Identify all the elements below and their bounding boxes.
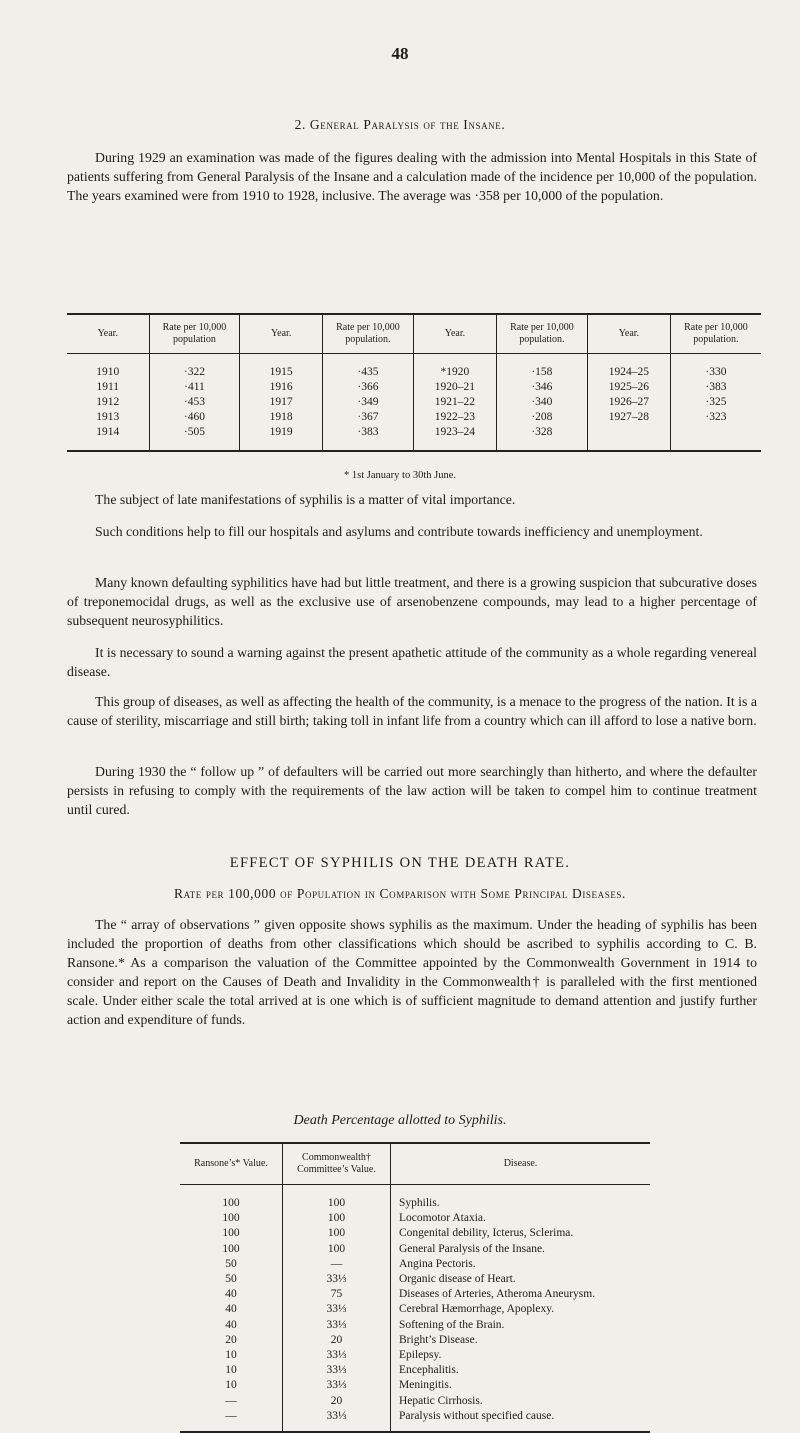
table-cell: Encephalitis.	[391, 1363, 651, 1378]
table-row	[180, 1272, 650, 1287]
header-disease: Disease.	[391, 1143, 651, 1185]
table-cell: 1919	[240, 425, 323, 451]
table-cell: 10	[225, 1379, 237, 1392]
table-cell: ·383	[322, 425, 413, 451]
table-row	[180, 1211, 650, 1226]
table-row	[180, 1318, 650, 1333]
table-cell: 10	[225, 1349, 237, 1362]
table-row	[180, 1333, 650, 1348]
table-cell: Diseases of Arteries, Atheroma Aneurysm.	[391, 1287, 651, 1302]
effect-body-paragraph: The “ array of observations ” given opposite shows syphilis as the maximum. Under the heading of syphilis has been included the proportion of deaths from other classifications which should be ascribed to syphilis according to C. B. Ransone.* As a comparison the valuation of the Committee appointed by the Commonwealth Government in 1914 to consider and report on the Causes of Death and Invalidity in the Commonwealth† is paralleled with the first mentioned scale. Under either scale the total arrived at is one which is of sufficient magnitude to demand attention and justify further action and expenditure of funds.	[67, 917, 757, 1027]
table-cell: Organic disease of Heart.	[391, 1272, 651, 1287]
incidence-table-footnote: * 1st January to 30th June.	[344, 470, 456, 481]
table-row	[67, 395, 761, 410]
table-row	[180, 1302, 650, 1317]
death-percentage-table	[180, 1142, 650, 1433]
subheading-rate-per-100000: Rate per 100,000 of Population in Comparison with Some Principal Diseases.	[173, 886, 627, 901]
table-row	[180, 1185, 650, 1212]
table-cell: ·435	[322, 354, 413, 381]
table-cell: ·208	[496, 410, 587, 425]
table-cell: 33⅓	[283, 1378, 391, 1393]
table-cell	[670, 425, 761, 451]
table-cell: —	[225, 1394, 237, 1407]
table-cell: 1923–24	[413, 425, 496, 451]
section-heading-general-paralysis: 2. General Paralysis of the Insane.	[294, 117, 506, 132]
table-cell: 75	[283, 1287, 391, 1302]
table-cell: 1911	[96, 381, 120, 393]
table-row	[67, 410, 761, 425]
header-commonwealth-value: Commonwealth† Committee’s Value.	[283, 1143, 391, 1185]
table-cell: 1922–23	[413, 410, 496, 425]
table-row	[180, 1287, 650, 1302]
table-cell: 33⅓	[283, 1348, 391, 1363]
table-cell: Paralysis without specified cause.	[391, 1409, 651, 1432]
table-cell: 10	[225, 1364, 237, 1377]
table-cell: ·330	[670, 354, 761, 381]
table-cell: ·322	[149, 354, 240, 381]
table-cell: 100	[222, 1242, 240, 1255]
table-row	[180, 1378, 650, 1393]
body-paragraph: It is necessary to sound a warning against the present apathetic attitude of the community as a whole regarding venereal disease.	[67, 645, 757, 679]
table-cell: 20	[225, 1333, 237, 1346]
table-row	[67, 380, 761, 395]
table-cell: 1910	[96, 366, 120, 378]
body-paragraph: During 1930 the “ follow up ” of defaulters will be carried out more searchingly than hitherto, and where the defaulter persists in refusing to comply with the requirements of the law action will be taken to compel him to continue treatment until cured.	[67, 764, 757, 817]
table-cell: 1920–21	[413, 380, 496, 395]
table-cell: 1916	[240, 380, 323, 395]
table-cell: ·323	[670, 410, 761, 425]
table-cell: —	[180, 1409, 283, 1432]
table-cell: 1918	[240, 410, 323, 425]
table-row	[67, 425, 761, 451]
body-paragraph: This group of diseases, as well as affecting the health of the community, is a menace to the progress of the nation. It is a cause of sterility, miscarriage and still birth; taking toll in infant life from a country which can ill afford to lose a native born.	[67, 694, 757, 728]
table-row	[180, 1394, 650, 1409]
table-cell: 1915	[240, 354, 323, 381]
table-cell: ·367	[322, 410, 413, 425]
table-row	[180, 1409, 650, 1432]
table-cell: Hepatic Cirrhosis.	[391, 1394, 651, 1409]
table-cell: ·340	[496, 395, 587, 410]
table-cell: ·158	[496, 354, 587, 381]
table-row	[180, 1242, 650, 1257]
body-paragraph: Many known defaulting syphilitics have had but little treatment, and there is a growing suspicion that subcurative doses of treponemocidal drugs, as well as the exclusive use of arsenobenzene compounds, may lead to a higher percentage of subsequent neurosyphilitics.	[67, 575, 757, 628]
table-cell: 33⅓	[283, 1363, 391, 1378]
table-cell: General Paralysis of the Insane.	[391, 1242, 651, 1257]
table-cell: 1927–28	[587, 410, 670, 425]
table-cell: 50	[225, 1273, 237, 1286]
table-cell: 33⅓	[283, 1318, 391, 1333]
table-cell: Locomotor Ataxia.	[391, 1211, 651, 1226]
table-cell: 40	[225, 1303, 237, 1316]
table-cell: 1914	[67, 425, 149, 451]
table-cell: 1924–25	[587, 354, 670, 381]
death-table-header	[180, 1143, 650, 1185]
header-year-4: Year.	[587, 314, 670, 354]
table-cell: 100	[283, 1185, 391, 1212]
header-rate-1: Rate per 10,000 population	[149, 314, 240, 354]
page-number: 48	[391, 44, 409, 63]
incidence-table	[67, 313, 761, 452]
table-cell: —	[283, 1257, 391, 1272]
incidence-table-header	[67, 314, 761, 354]
section-heading-effect-of-syphilis: EFFECT OF SYPHILIS ON THE DEATH RATE.	[229, 855, 571, 871]
table-cell: 33⅓	[283, 1409, 391, 1432]
table-cell: 40	[225, 1288, 237, 1301]
table-cell: *1920	[413, 354, 496, 381]
table-cell: 100	[283, 1226, 391, 1241]
table-cell: 20	[283, 1394, 391, 1409]
table-cell: 20	[283, 1333, 391, 1348]
table-cell: 1913	[96, 411, 120, 423]
table-cell: Cerebral Hæmorrhage, Apoplexy.	[391, 1302, 651, 1317]
table-cell: 1912	[96, 396, 120, 408]
table-row	[180, 1348, 650, 1363]
table-cell: Epilepsy.	[391, 1348, 651, 1363]
table-cell: 100	[283, 1242, 391, 1257]
table-cell: 100	[222, 1227, 240, 1240]
table-cell: Bright’s Disease.	[391, 1333, 651, 1348]
header-ransone-value: Ransone’s* Value.	[180, 1143, 283, 1185]
table-cell: Meningitis.	[391, 1378, 651, 1393]
header-rate-4: Rate per 10,000 population.	[670, 314, 761, 354]
table-cell: Syphilis.	[391, 1185, 651, 1212]
table-cell: ·346	[496, 380, 587, 395]
table-cell: 50	[225, 1257, 237, 1270]
table-row	[180, 1363, 650, 1378]
body-paragraph: The subject of late manifestations of syphilis is a matter of vital importance.	[95, 492, 516, 507]
table-cell: ·383	[670, 380, 761, 395]
table-cell: ·328	[496, 425, 587, 451]
table-cell: 1921–22	[413, 395, 496, 410]
death-percentage-caption: Death Percentage allotted to Syphilis.	[293, 1113, 507, 1128]
table-cell: 33⅓	[283, 1272, 391, 1287]
table-cell: 1926–27	[587, 395, 670, 410]
table-row	[180, 1257, 650, 1272]
table-cell: Angina Pectoris.	[391, 1257, 651, 1272]
table-cell: 100	[222, 1197, 240, 1209]
table-cell: ·453	[149, 395, 240, 410]
table-cell: 33⅓	[283, 1302, 391, 1317]
table-cell: 100	[283, 1211, 391, 1226]
table-cell: 40	[225, 1318, 237, 1331]
table-row	[180, 1226, 650, 1241]
table-cell: ·411	[149, 380, 240, 395]
table-cell: 1925–26	[587, 380, 670, 395]
table-cell	[587, 425, 670, 451]
table-cell: Congenital debility, Icterus, Sclerima.	[391, 1226, 651, 1241]
header-year-1: Year.	[67, 314, 149, 354]
table-cell: Softening of the Brain.	[391, 1318, 651, 1333]
intro-paragraph: During 1929 an examination was made of the figures dealing with the admission into Mental Hospitals in this State of patients suffering from General Paralysis of the Insane and a calculation made of the incidence per 10,000 of the population. The years examined were from 1910 to 1928, inclusive. The average was ·358 per 10,000 of the population.	[67, 150, 757, 203]
table-cell: ·349	[322, 395, 413, 410]
table-cell: 100	[222, 1212, 240, 1225]
table-cell: ·366	[322, 380, 413, 395]
table-cell: ·505	[149, 425, 240, 451]
header-rate-3: Rate per 10,000 population.	[496, 314, 587, 354]
header-year-3: Year.	[413, 314, 496, 354]
table-cell: 1917	[240, 395, 323, 410]
table-cell: ·325	[670, 395, 761, 410]
header-rate-2: Rate per 10,000 population.	[322, 314, 413, 354]
body-paragraph: Such conditions help to fill our hospitals and asylums and contribute towards inefficiency and unemployment.	[95, 524, 703, 539]
table-row	[67, 354, 761, 381]
table-cell: ·460	[149, 410, 240, 425]
header-year-2: Year.	[240, 314, 323, 354]
